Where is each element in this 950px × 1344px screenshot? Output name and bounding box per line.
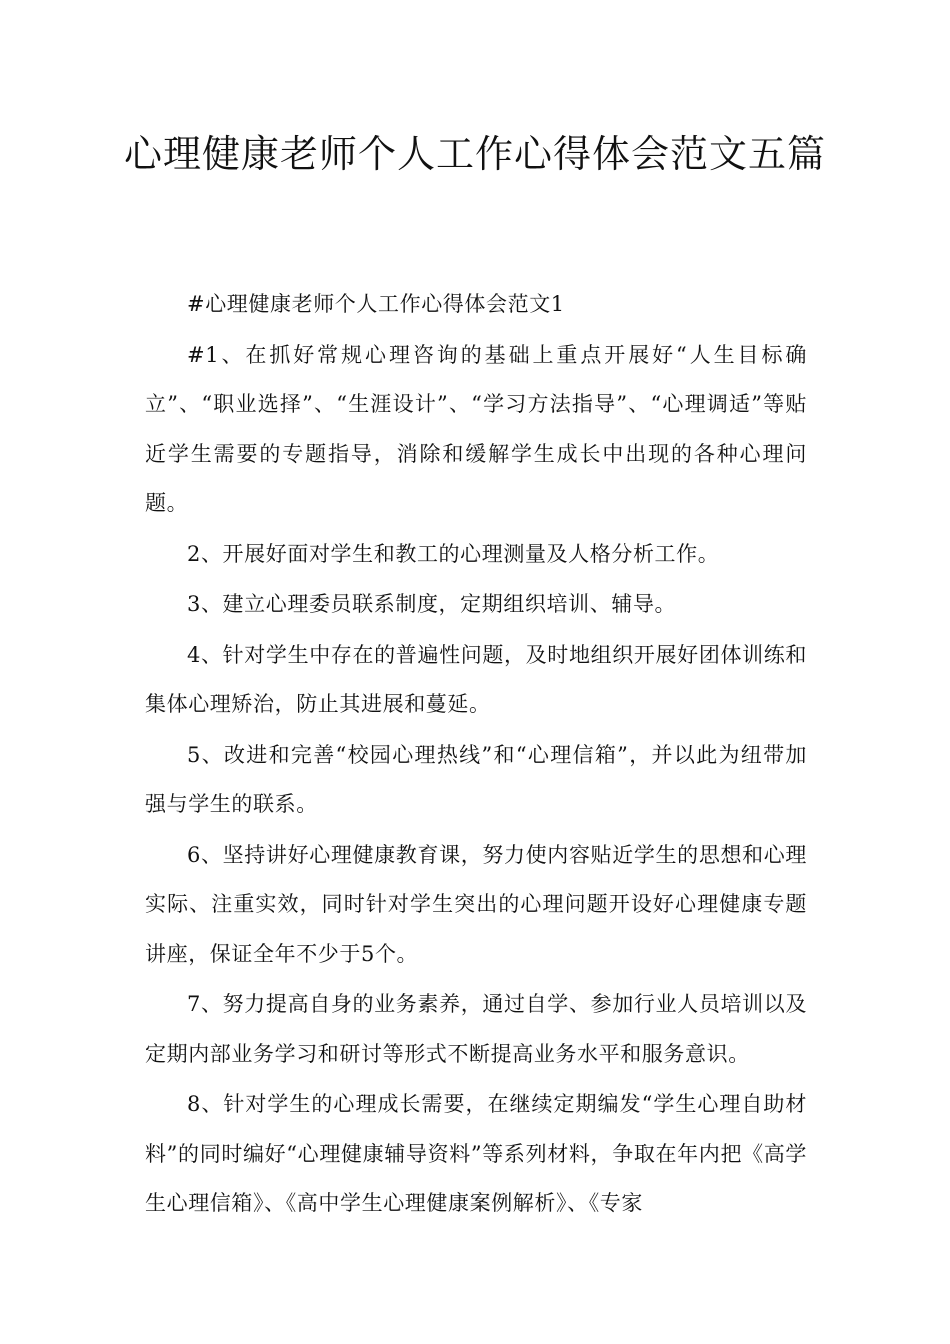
paragraph-item-8: 8、针对学生的心理成长需要，在继续定期编发“学生心理自助材料”的同时编好“心理健康辅导资料”等系列材料，争取在年内把《高学生心理信箱》、《高中学生心理健康案例解析》、《专家 [145,1092,807,1215]
paragraph-item-7: 7、努力提高自身的业务素养，通过自学、参加行业人员培训以及定期内部业务学习和研讨等形式不断提高业务水平和服务意识。 [145,992,807,1066]
paragraph-item-4: 4、针对学生中存在的普遍性问题，及时地组织开展好团体训练和集体心理矫治，防止其进展和蔓延。 [145,642,807,716]
paragraph-item-6: 6、坚持讲好心理健康教育课，努力使内容贴近学生的思想和心理实际、注重实效，同时针对学生突出的心理问题开设好心理健康专题讲座，保证全年不少于5个。 [145,842,807,966]
paragraph-item-5: 5、改进和完善“校园心理热线”和“心理信箱”，并以此为纽带加强与学生的联系。 [145,742,807,816]
paragraph-item-2: 2、开展好面对学生和教工的心理测量及人格分析工作。 [187,541,720,566]
paragraph-item-1: #1、在抓好常规心理咨询的基础上重点开展好“人生目标确立”、“职业选择”、“生涯设计”、“学习方法指导”、“心理调适”等贴近学生需要的专题指导，消除和缓解学生成长中出现的各种心理问题。 [145,342,807,515]
section-heading: #心理健康老师个人工作心得体会范文1 [187,292,565,316]
document-body [145,280,807,1230]
paragraph-item-3: 3、建立心理委员联系制度，定期组织培训、辅导。 [187,592,677,616]
document-title: 心理健康老师个人工作心得体会范文五篇 [123,132,826,176]
